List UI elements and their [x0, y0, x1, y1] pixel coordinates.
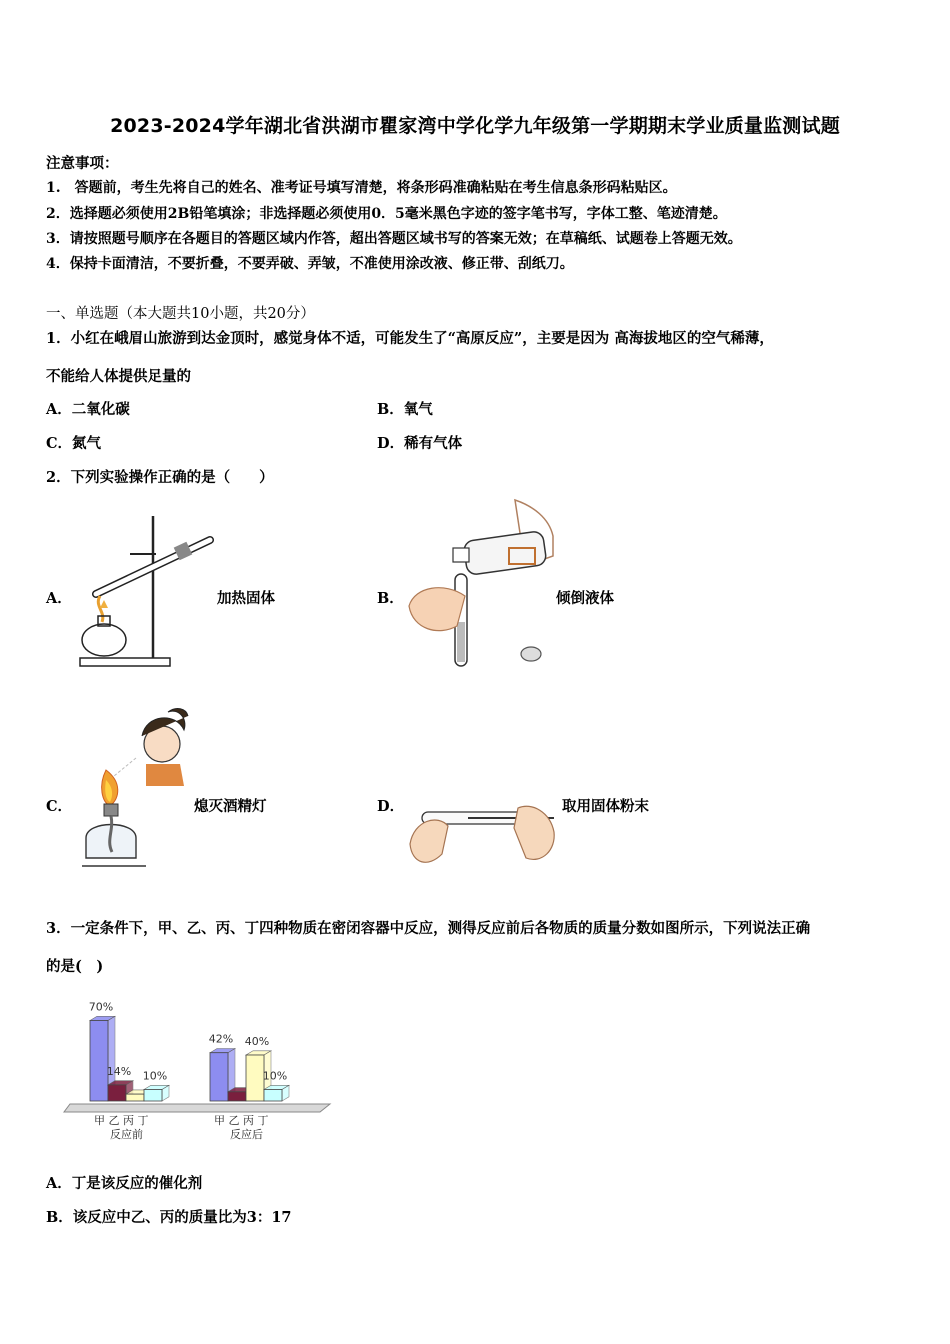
q3-option-b[interactable]: B．该反应中乙、丙的质量比为3：17 — [46, 1209, 292, 1226]
q1-option-b[interactable]: B．氧气 — [377, 401, 433, 418]
chart-bar — [90, 1021, 108, 1102]
chart-data-label: 40% — [244, 1035, 270, 1048]
mass-fraction-chart — [62, 996, 338, 1141]
chart-floor — [64, 1104, 330, 1112]
chart-bar — [264, 1090, 282, 1102]
chart-data-label: 14% — [106, 1064, 132, 1078]
chart-bar — [210, 1053, 228, 1101]
section-heading: 一、单选题（本大题共10小题，共20分） — [46, 306, 315, 322]
notice-item-1: 1. 答题前，考生先将自己的姓名、准考证号填写清楚，将条形码准确粘贴在考生信息条形码粘贴区。 — [46, 180, 677, 196]
q2-option-c-caption: 熄灭酒精灯 — [194, 798, 267, 815]
q2-option-b-letter[interactable]: B． — [377, 590, 404, 607]
q2-option-d-caption: 取用固体粉末 — [562, 798, 649, 815]
notice-item-2: 2．选择题必须使用2B铅笔填涂；非选择题必须使用0．5毫米黑色字迹的签字笔书写，字体工整、笔迹清楚。 — [46, 206, 727, 222]
q3-stem-line1: 3．一定条件下，甲、乙、丙、丁四种物质在密闭容器中反应，测得反应前后各物质的质量分数如图所示，下列说法正确 — [46, 920, 811, 937]
q2-option-b-caption: 倾倒液体 — [556, 590, 614, 607]
q2-stem: 2．下列实验操作正确的是（ ） — [46, 469, 274, 486]
q1-option-a[interactable]: A．二氧化碳 — [46, 401, 130, 418]
q1-stem-line2: 不能给人体提供足量的 — [46, 368, 191, 385]
notice-item-4: 4．保持卡面清洁，不要折叠，不要弄破、弄皱，不准使用涂改液、修正带、刮纸刀。 — [46, 256, 574, 272]
notice-heading: 注意事项： — [46, 155, 119, 172]
chart-category-labels: 甲 乙 丙 丁 — [214, 1114, 269, 1127]
chart-data-label: 42% — [208, 1032, 234, 1046]
q2-option-a-caption: 加热固体 — [217, 590, 275, 607]
q3-stem-line2: 的是( ) — [46, 958, 104, 975]
q1-option-d[interactable]: D．稀有气体 — [377, 435, 463, 452]
chart-data-label: 10% — [262, 1069, 288, 1083]
notice-item-3: 3．请按照题号顺序在各题目的答题区域内作答，超出答题区域书写的答案无效；在草稿纸、试题卷上答题无效。 — [46, 231, 742, 247]
q2-option-c-letter[interactable]: C． — [46, 798, 73, 815]
chart-bar — [228, 1092, 246, 1101]
chart-bar — [144, 1090, 162, 1102]
chart-category-labels: 甲 乙 丙 丁 — [94, 1114, 149, 1127]
extinguishing-lamp-figure — [76, 706, 194, 874]
q1-option-c[interactable]: C．氮气 — [46, 435, 102, 452]
chart-bar — [108, 1085, 126, 1101]
chart-group-label: 反应后 — [230, 1128, 263, 1141]
q2-option-a-letter[interactable]: A． — [46, 590, 72, 607]
chart-bar — [126, 1094, 144, 1101]
heating-solid-figure — [74, 512, 218, 672]
q1-stem-line1: 1．小红在峨眉山旅游到达金顶时，感觉身体不适，可能发生了“高原反应”，主要是因为 高海拔地区的空气稀薄， — [46, 330, 774, 347]
chart-data-label: 70% — [88, 1000, 114, 1014]
exam-title: 2023-2024学年湖北省洪湖市瞿家湾中学化学九年级第一学期期末学业质量监测试题 — [110, 115, 840, 137]
solid-powder-figure — [408, 798, 558, 874]
chart-bar — [246, 1055, 264, 1101]
chart-data-label: 10% — [142, 1069, 168, 1083]
q3-option-a[interactable]: A．丁是该反应的催化剂 — [46, 1175, 203, 1192]
pouring-liquid-figure — [405, 496, 555, 674]
q2-option-d-letter[interactable]: D． — [377, 798, 405, 815]
chart-group-label: 反应前 — [110, 1128, 143, 1141]
